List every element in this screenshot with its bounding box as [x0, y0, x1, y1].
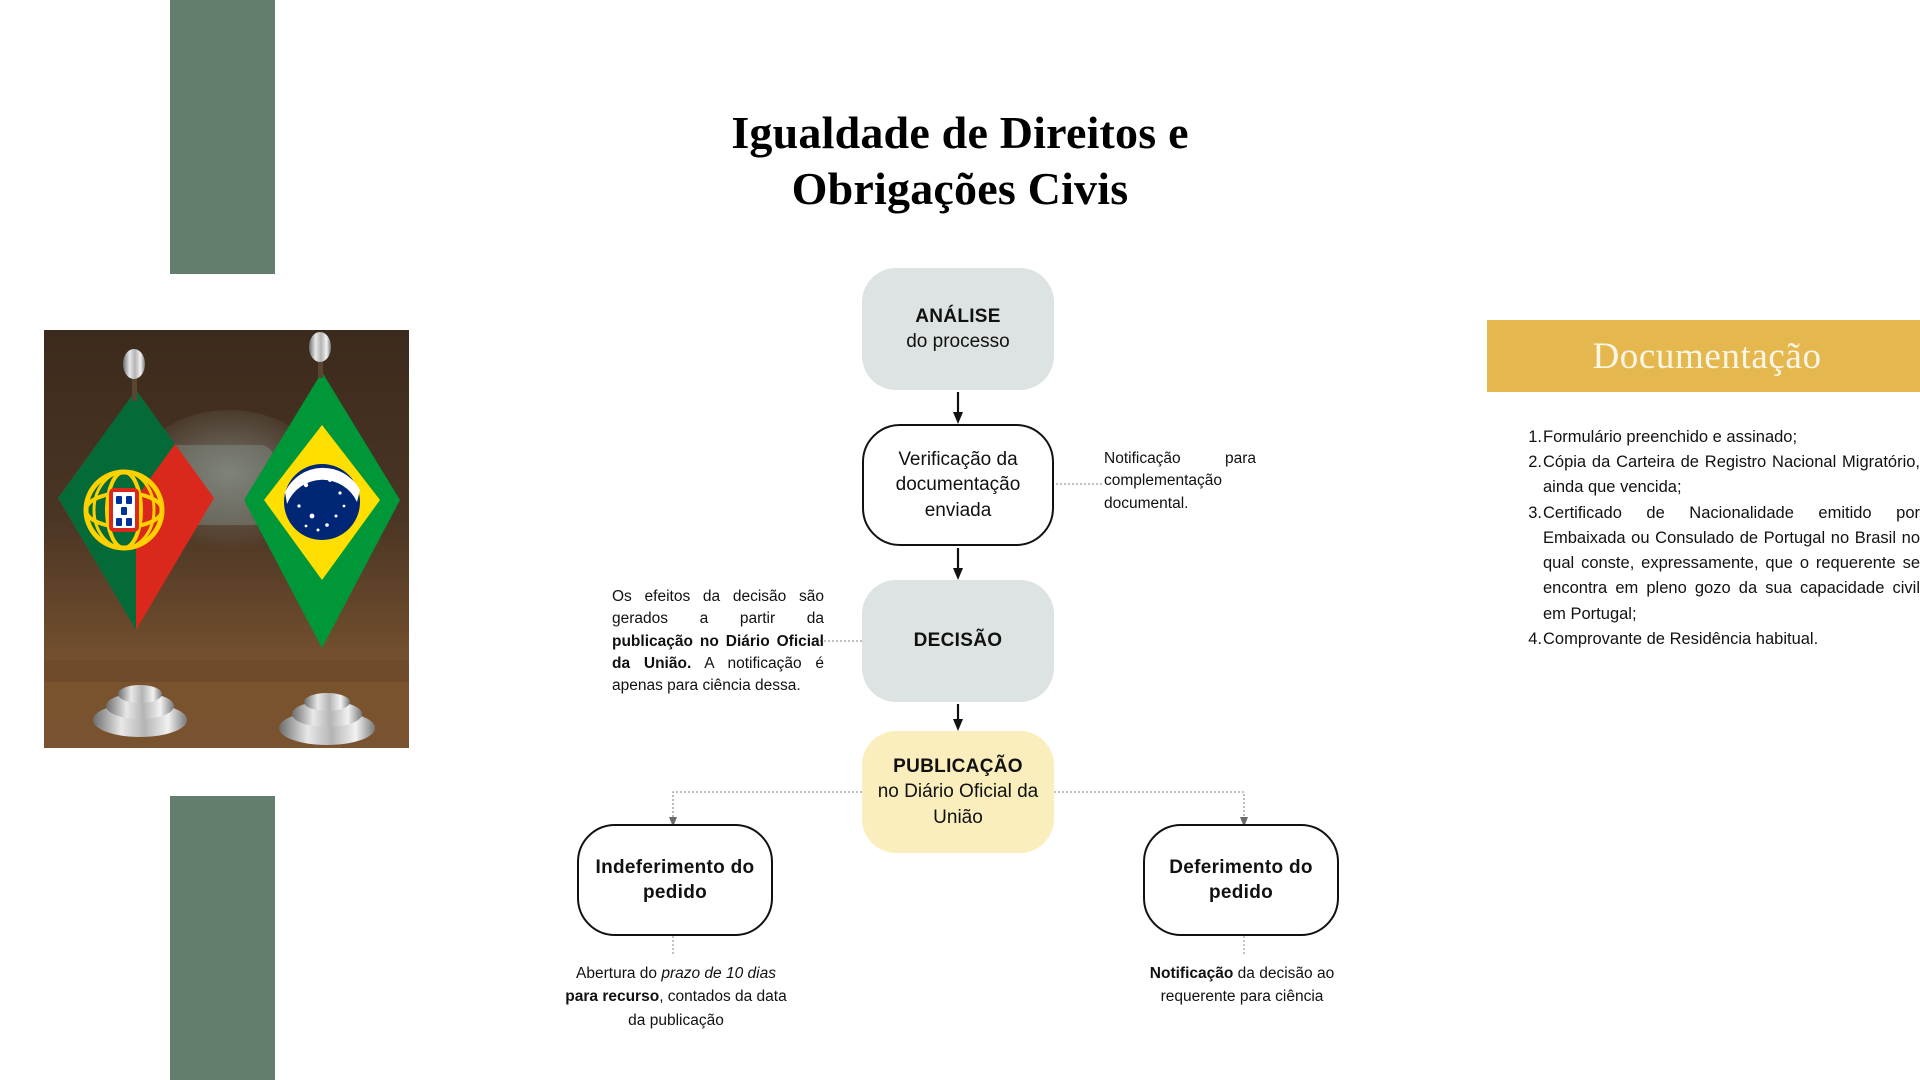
note-deferimento: [1135, 962, 1349, 1009]
annotation-efeitos-part2: A notificação é apenas para ciência dessa.: [612, 654, 824, 695]
flow-node-publicacao[interactable]: [862, 731, 1054, 853]
documentacao-item-text: Cópia da Carteira de Registro Nacional Migratório, ainda que vencida;: [1543, 453, 1920, 497]
flow-node-publicacao-subtitle: no Diário Oficial da União: [877, 781, 1039, 828]
note-indeferimento-part1: Abertura do: [576, 965, 662, 982]
flow-node-analise[interactable]: [862, 268, 1054, 390]
documentacao-list-item: [1524, 627, 1920, 652]
documentacao-item-text: Comprovante de Residência habitual.: [1543, 629, 1819, 648]
flow-node-analise-subtitle: do processo: [906, 331, 1010, 352]
flow-node-analise-title: ANÁLISE: [915, 305, 1001, 327]
note-indeferimento-italic: prazo de 10 dias: [661, 965, 776, 982]
documentacao-item-text: Certificado de Nacionalidade emitido por Embaixada ou Consulado de Portugal no Brasil no qual conste, expressamente, que o requerente se encontra em pleno gozo da sua capacidade civil em Portugal;: [1543, 503, 1920, 623]
note-deferimento-bold: Notificação: [1149, 965, 1234, 982]
documentacao-banner: [1487, 320, 1920, 392]
annotation-efeitos-decisao: [612, 586, 824, 698]
documentacao-list-item: [1524, 501, 1920, 627]
note-deferimento-rest: da decisão ao requerente para ciência: [1160, 965, 1335, 1006]
page-title-line-1: Igualdade de Direitos e: [731, 107, 1189, 158]
documentacao-item-number: 2.: [1528, 453, 1542, 472]
documentacao-list: [1524, 425, 1920, 652]
page-title-line-2: Obrigações Civis: [791, 163, 1129, 215]
annotation-efeitos-bold: publicação no Diário Oficial da União.: [612, 632, 824, 672]
flow-node-publicacao-title: PUBLICAÇÃO: [893, 756, 1023, 778]
documentacao-item-number: 3.: [1528, 503, 1542, 522]
flow-node-verificacao-label: Verificação da documentação enviada: [895, 449, 1021, 521]
flow-node-verificacao[interactable]: [862, 424, 1054, 546]
flow-node-decisao-title: DECISÃO: [913, 630, 1003, 652]
annotation-notificacao-documental: Notificação para complementação documental.: [1104, 450, 1256, 512]
flow-node-decisao[interactable]: [862, 580, 1054, 702]
documentacao-item-number: 1.: [1528, 428, 1542, 446]
note-indeferimento: [565, 962, 787, 1032]
documentacao-item-number: 4.: [1528, 629, 1542, 648]
annotation-efeitos-part1: Os efeitos da decisão são gerados a partir da: [612, 588, 824, 628]
documentacao-item-text: Formulário preenchido e assinado;: [1543, 428, 1798, 446]
documentacao-list-item: [1524, 450, 1920, 500]
documentacao-list-item: [1524, 425, 1920, 450]
flow-node-indeferimento[interactable]: [577, 824, 773, 936]
note-indeferimento-part2: , contados da data da publicação: [628, 988, 787, 1029]
documentacao-heading: Documentação: [1592, 335, 1822, 377]
flow-node-indeferimento-label: Indeferimento do pedido: [595, 856, 755, 903]
note-indeferimento-bold: para recurso: [565, 988, 660, 1006]
flow-node-deferimento-label: Deferimento do pedido: [1169, 856, 1313, 903]
flow-node-deferimento[interactable]: [1143, 824, 1339, 936]
